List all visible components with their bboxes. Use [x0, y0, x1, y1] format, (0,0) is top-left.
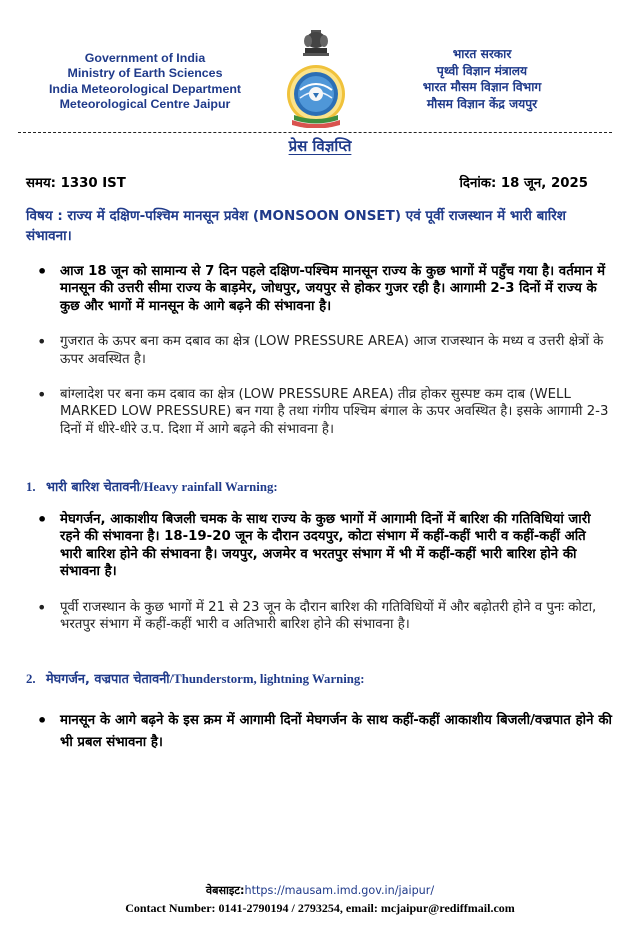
- header-divider: [18, 132, 612, 133]
- issue-time: समय: 1330 IST: [26, 176, 126, 191]
- header-line: मौसम विज्ञान केंद्र जयपुर: [426, 96, 538, 111]
- imd-emblem-logo: [286, 28, 346, 128]
- header-line: पृथ्वी विज्ञान मंत्रालय: [436, 63, 528, 78]
- footer-contact: Contact Number: 0141-2790194 / 2793254, email: mcjaipur@rediffmail.com: [125, 901, 515, 915]
- header-line: भारत मौसम विज्ञान विभाग: [422, 80, 542, 94]
- press-release-title: प्रेस विज्ञप्ति: [288, 137, 352, 155]
- intro-bullet-list: [36, 263, 612, 438]
- header-line: Meteorological Centre Jaipur: [59, 96, 231, 111]
- header-line: India Meteorological Department: [48, 81, 242, 96]
- section-title-english: /Heavy rainfall Warning:: [139, 480, 278, 494]
- heavy-rainfall-bullet-list: [36, 511, 612, 633]
- header-line: भारत सरकार: [452, 47, 512, 61]
- section-title-hindi: भारी बारिश चेतावनी: [46, 480, 140, 495]
- list-item: • आज 18 जून को सामान्य से 7 दिन पहले दक्षिण-पश्चिम मानसून राज्य के कुछ भागों में पहुँच गया है। वर्तमान में मानसून की उत्तरी सीमा राज्य के बाड़मेर, जोधपुर, जयपुर से होकर गुजर रही है। आगामी 2-3 दिनों में राज्य के कुछ और भागों में मानसून के आगे बढ़ने की संभावना है।: [36, 263, 612, 315]
- header-line: Government of India: [84, 51, 206, 65]
- website-link[interactable]: https://mausam.imd.gov.in/jaipur/: [244, 884, 435, 897]
- list-item: • बांग्लादेश पर बना कम दबाव का क्षेत्र (LOW PRESSURE AREA) तीव्र होकर सुस्पष्ट कम दाब (WELL MARKED LOW PRESSURE) बन गया है तथा गंगीय पश्चिम बंगाल के ऊपर अवस्थित है। इसके आगामी 2-3 दिनों में धीरे-धीरे उ.प. दिशा में आगे बढ़ने की संभावना है।: [36, 386, 612, 438]
- footer-website: [0, 883, 640, 898]
- list-item: • पूर्वी राजस्थान के कुछ भागों में 21 से 23 जून के दौरान बारिश की गतिविधियों में और बढ़ोतरी होने व पुनः कोटा, भरतपुर संभाग में कहीं-कहीं भारी व अतिभारी बारिश होने की संभावना है।: [36, 599, 612, 634]
- section-heading-thunderstorm: [26, 669, 365, 687]
- section-title-english: /Thunderstorm, lightning Warning:: [169, 672, 365, 686]
- section-number: 1.: [26, 480, 36, 494]
- thunderstorm-bullet-list: [36, 710, 612, 754]
- section-title-hindi: मेघगर्जन, वज्रपात चेतावनी: [46, 672, 170, 687]
- section-heading-heavy-rainfall: [26, 477, 278, 495]
- subject-line: विषय : राज्य में दक्षिण-पश्चिम मानसून प्रवेश (MONSOON ONSET) एवं पूर्वी राजस्थान में भारी बारिश संभावना।: [26, 208, 566, 244]
- section-number: 2.: [26, 672, 36, 686]
- header-english-block: [18, 51, 272, 112]
- header-line: Ministry of Earth Sciences: [67, 66, 223, 81]
- list-item: • मानसून के आगे बढ़ने के इस क्रम में आगामी दिनों मेघगर्जन के साथ कहीं-कहीं आकाशीय बिजली/वज्रपात होने की भी प्रबल संभावना है।: [36, 710, 612, 754]
- press-release-heading: [0, 136, 640, 156]
- header-hindi-block: [382, 46, 582, 112]
- website-label: वेबसाइट:: [205, 884, 245, 897]
- issue-date: दिनांक: 18 जून, 2025: [459, 176, 588, 191]
- list-item: • मेघगर्जन, आकाशीय बिजली चमक के साथ राज्य के कुछ भागों में आगामी दिनों में बारिश की गतिविधियां जारी रहने की संभावना है। 18-19-20 जून के दौरान उदयपुर, कोटा संभाग में कहीं-कहीं भारी व कहीं-कहीं अति भारी बारिश होने की संभावना है। जयपुर, अजमेर व भरतपुर संभाग में भी में कहीं-कहीं भारी बारिश होने की संभावना है।: [36, 511, 612, 581]
- list-item: • गुजरात के ऊपर बना कम दबाव का क्षेत्र (LOW PRESSURE AREA) आज राजस्थान के मध्य व उत्तरी क्षेत्रों के ऊपर अवस्थित है।: [36, 333, 612, 368]
